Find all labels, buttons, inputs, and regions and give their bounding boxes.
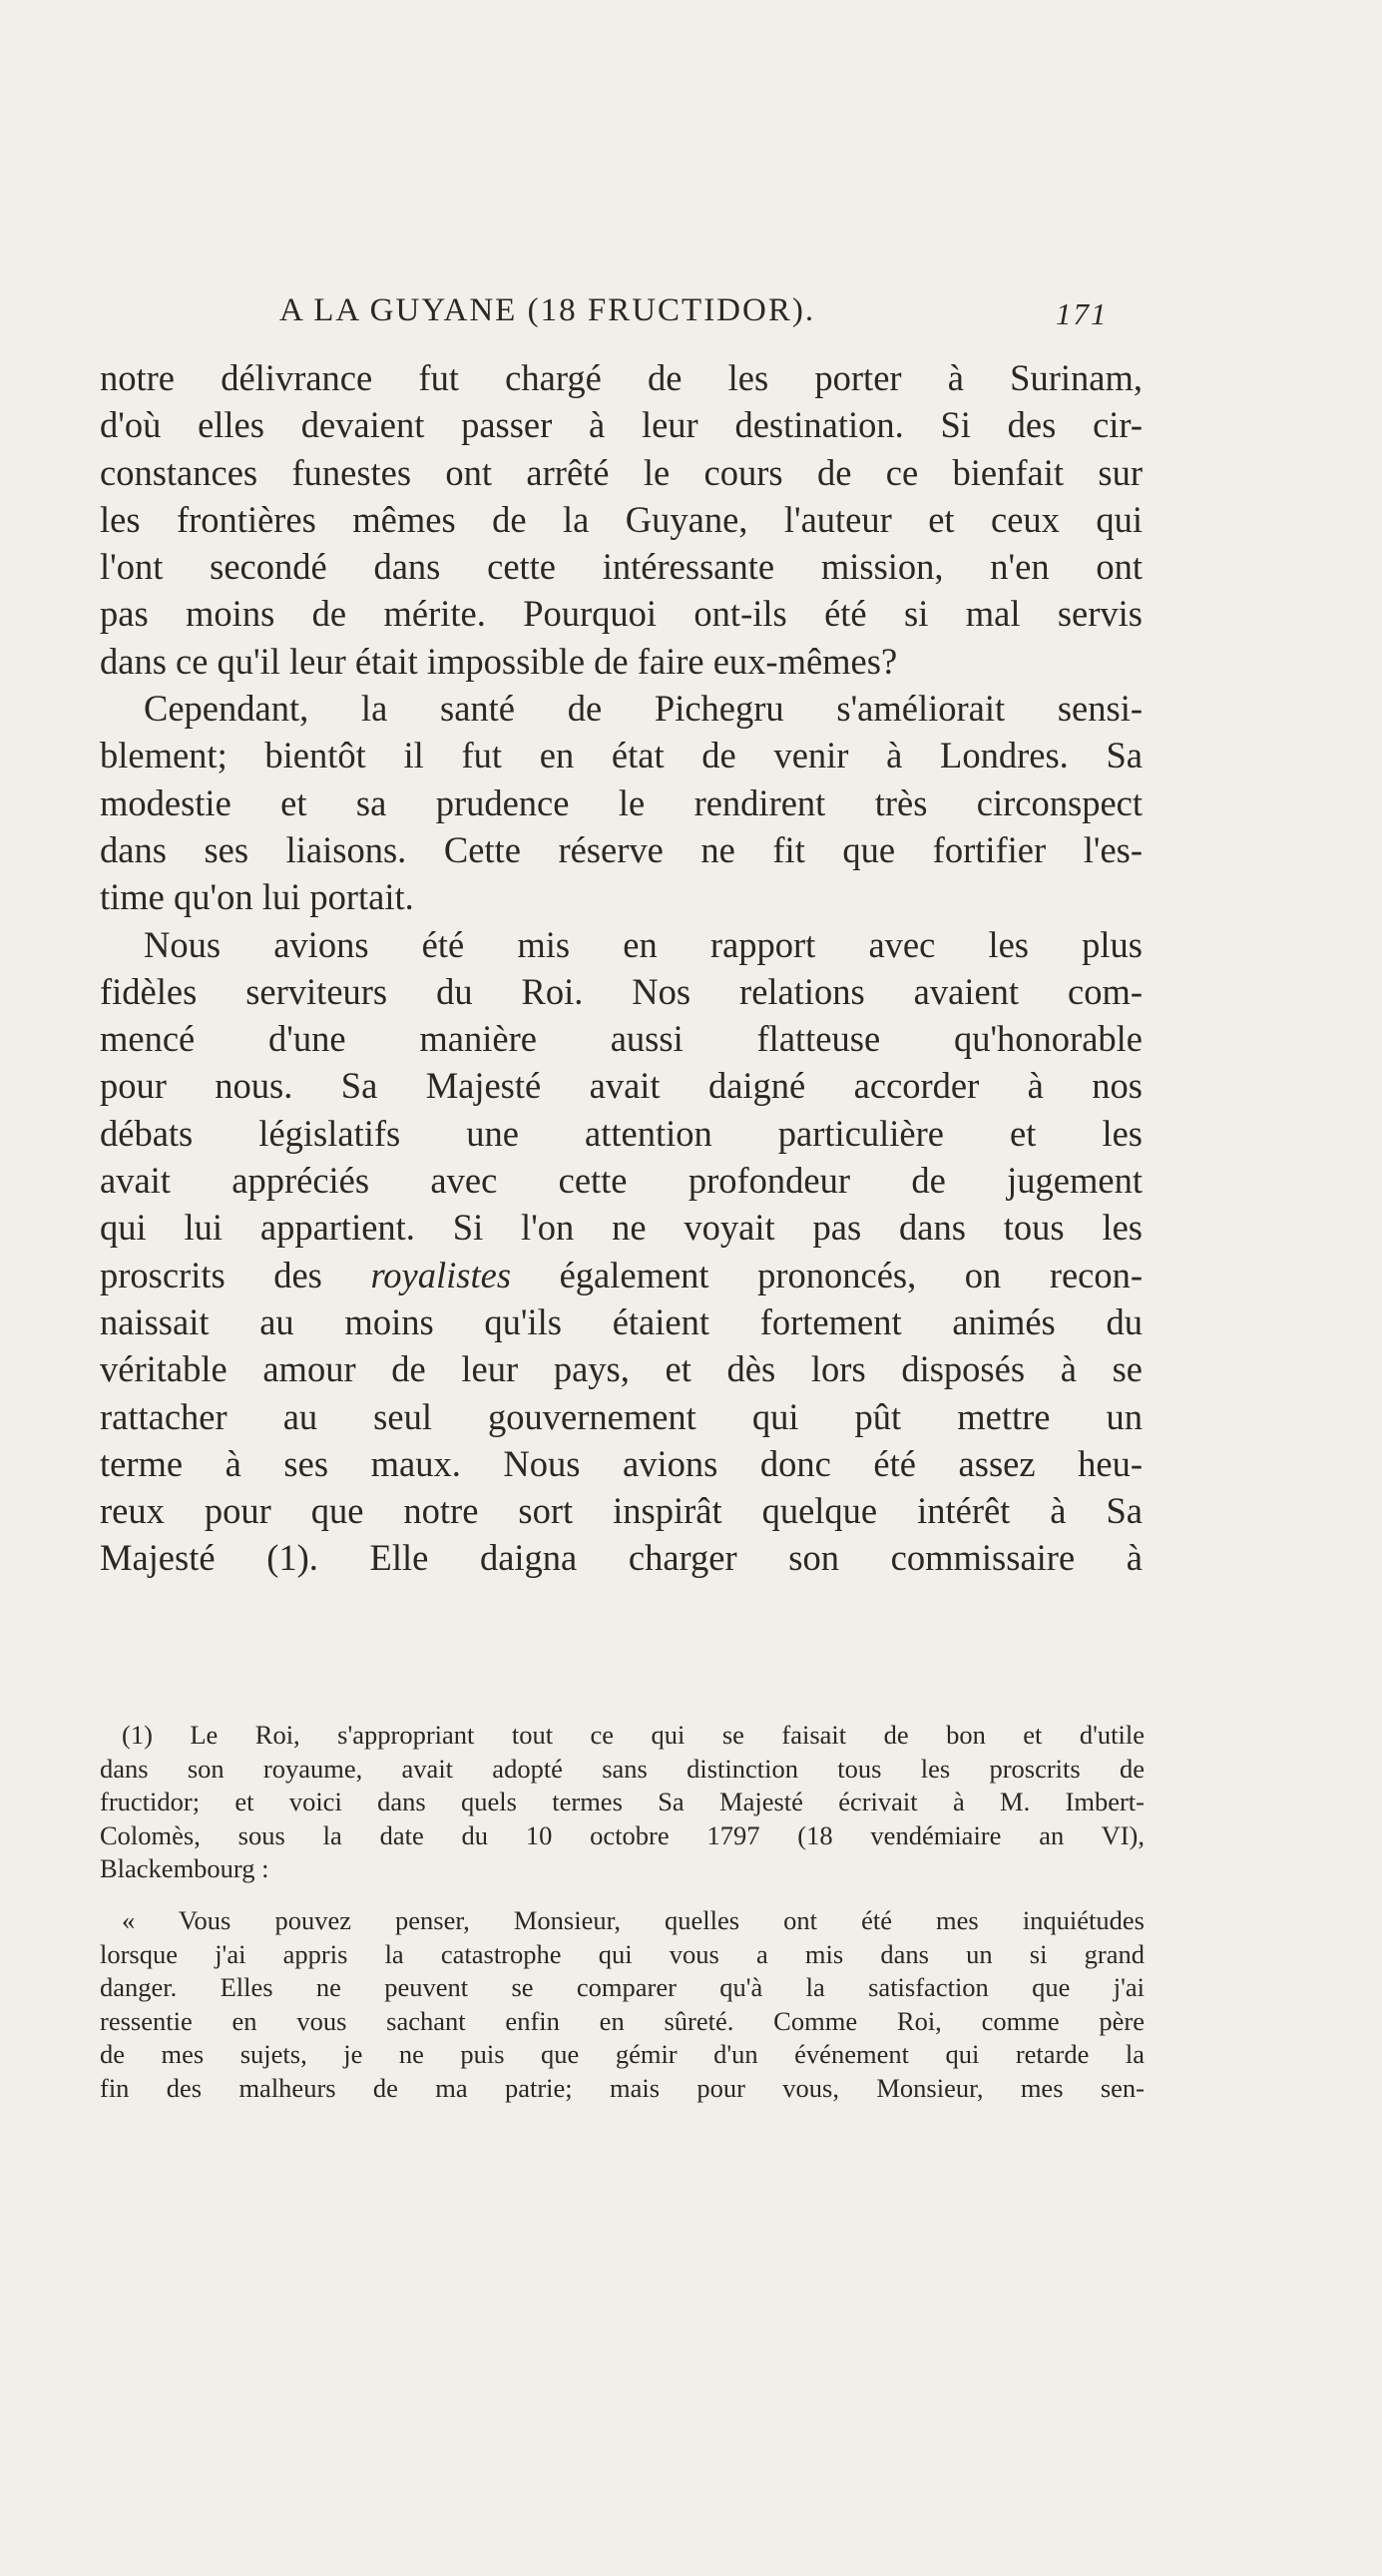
footnotes bbox=[100, 1719, 1145, 2106]
text-line: pour nous. Sa Majesté avait daigné accorder à nos bbox=[100, 1065, 1143, 1107]
text-line: notre délivrance fut chargé de les porter à Surinam, bbox=[100, 357, 1143, 398]
page-header bbox=[100, 284, 1131, 344]
footnote-line: Blackembourg : bbox=[100, 1853, 269, 1884]
text-line: blement; bientôt il fut en état de venir à Londres. Sa bbox=[100, 735, 1143, 776]
text-line: l'ont secondé dans cette intéressante mission, n'en ont bbox=[100, 546, 1143, 588]
text-line: terme à ses maux. Nous avions donc été assez heu- bbox=[100, 1442, 1143, 1484]
text-line: qui lui appartient. Si l'on ne voyait pas dans tous les bbox=[100, 1207, 1143, 1249]
text-line: naissait au moins qu'ils étaient fortement animés du bbox=[100, 1300, 1143, 1342]
footnote-line: ressentie en vous sachant enfin en sûreté. Comme Roi, comme père bbox=[100, 2005, 1145, 2036]
text-line: fidèles serviteurs du Roi. Nos relations avaient com- bbox=[100, 970, 1143, 1012]
text-line: mencé d'une manière aussi flatteuse qu'honorable bbox=[100, 1018, 1143, 1060]
footnote-line: fin des malheurs de ma patrie; mais pour vous, Monsieur, mes sen- bbox=[100, 2072, 1145, 2103]
text-line: véritable amour de leur pays, et dès lors disposés à se bbox=[100, 1348, 1143, 1390]
footnote-line: lorsque j'ai appris la catastrophe qui vous a mis dans un si grand bbox=[100, 1938, 1145, 1969]
text-line: modestie et sa prudence le rendirent très circonspect bbox=[100, 781, 1143, 823]
footnote-line: (1) Le Roi, s'appropriant tout ce qui se faisait de bon et d'utile bbox=[122, 1720, 1145, 1750]
text-segment: également prononcés, on recon- bbox=[559, 1254, 1144, 1295]
footnote-line: dans son royaume, avait adopté sans distinction tous les proscrits de bbox=[100, 1753, 1145, 1784]
text-segment: proscrits des bbox=[100, 1254, 322, 1295]
text-line: reux pour que notre sort inspirât quelque intérêt à Sa bbox=[100, 1490, 1143, 1532]
text-line: Cependant, la santé de Pichegru s'améliorait sensi- bbox=[144, 688, 1143, 730]
footnote-line: « Vous pouvez penser, Monsieur, quelles ont été mes inquiétudes bbox=[122, 1904, 1145, 1935]
text-line: Majesté (1). Elle daigna charger son commissaire à bbox=[100, 1537, 1143, 1579]
footnote-line: de mes sujets, je ne puis que gémir d'un événement qui retarde la bbox=[100, 2039, 1145, 2070]
text-line: dans ses liaisons. Cette réserve ne fit que fortifier l'es- bbox=[100, 828, 1143, 870]
text-line: time qu'on lui portait. bbox=[100, 876, 414, 918]
text-line: d'où elles devaient passer à leur destination. Si des cir- bbox=[100, 404, 1143, 446]
text-line: avait appréciés avec cette profondeur de jugement bbox=[100, 1160, 1143, 1202]
text-line: Nous avions été mis en rapport avec les plus bbox=[144, 923, 1143, 965]
italic-word: royalistes bbox=[370, 1254, 512, 1295]
text-line bbox=[100, 1252, 1143, 1298]
page-number: 171 bbox=[1056, 296, 1109, 331]
text-line: les frontières mêmes de la Guyane, l'auteur et ceux qui bbox=[100, 498, 1143, 540]
footnote-line: fructidor; et voici dans quels termes Sa Majesté écrivait à M. Imbert- bbox=[100, 1787, 1145, 1817]
text-line: constances funestes ont arrêté le cours de ce bienfait sur bbox=[100, 451, 1143, 493]
footnote-gap bbox=[100, 1886, 1145, 1904]
main-text bbox=[100, 354, 1143, 1582]
text-line: pas moins de mérite. Pourquoi ont-ils été si mal servis bbox=[100, 593, 1143, 635]
footnote-line: danger. Elles ne peuvent se comparer qu'à la satisfaction que j'ai bbox=[100, 1972, 1145, 2003]
text-line: rattacher au seul gouvernement qui pût mettre un bbox=[100, 1395, 1143, 1437]
text-line: débats législatifs une attention particulière et les bbox=[100, 1112, 1143, 1154]
footnote-line: Colomès, sous la date du 10 octobre 1797 (18 vendémiaire an VI), bbox=[100, 1819, 1145, 1850]
text-line: dans ce qu'il leur était impossible de faire eux-mêmes? bbox=[100, 640, 898, 682]
running-title: A LA GUYANE (18 FRUCTIDOR). bbox=[279, 292, 816, 328]
